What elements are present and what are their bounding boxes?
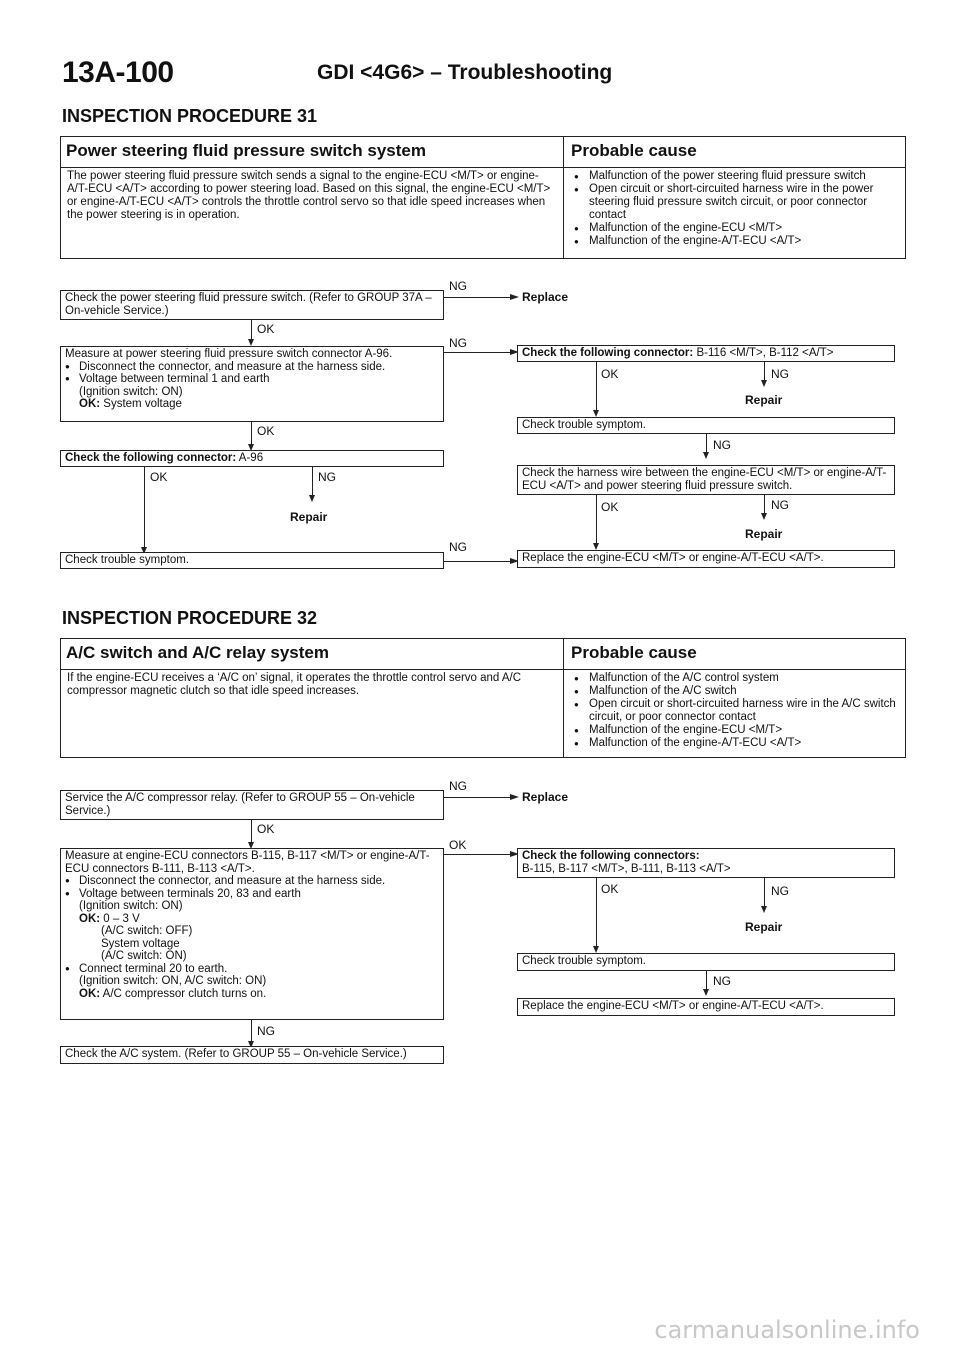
repair-action: Repair <box>745 527 783 541</box>
ng-label: NG <box>449 540 467 554</box>
step-text: Measure at power steering fluid pressure switch connector A-96. <box>65 348 393 360</box>
list-item: ● Malfunction of the power steering fluid pressure switch <box>571 170 901 183</box>
connector-id: A-96 <box>238 452 264 464</box>
step-bullet: ● Voltage between terminals 20, 83 and earth <box>65 888 439 901</box>
page-title: GDI <4G6> – Troubleshooting <box>317 61 613 84</box>
replace-ecu-box <box>517 550 895 568</box>
list-item: ● Malfunction of the A/C control system <box>571 672 901 685</box>
step-text: Measure at engine-ECU connectors B-115, B-117 <M/T> or engine-A/T-ECU connectors B-111, B-113 <A/T>. <box>65 850 430 875</box>
system-description: The power steering fluid pressure switch sends a signal to the engine-ECU <M/T> or engine-A/T-ECU <A/T> according to power steering load. Based on this signal, the engine-ECU <M/T> or engine-A/T-ECU <A/T> controls the throttle control servo so that idle speed increases when the power steering is in operation. <box>67 170 551 221</box>
list-item: ● Malfunction of the engine-A/T-ECU <A/T> <box>571 235 901 248</box>
ok-spec-label: OK: <box>79 987 101 1000</box>
step-label: Check the following connector: <box>522 347 694 359</box>
procedure-31-cause-table <box>60 136 906 259</box>
step-condition: (A/C switch: ON) <box>101 950 187 962</box>
probable-cause-heading: Probable cause <box>571 141 697 160</box>
repair-action: Repair <box>290 510 328 524</box>
ng-label: NG <box>771 884 789 898</box>
ng-label: NG <box>449 336 467 350</box>
ok-spec-value: 0 – 3 V <box>103 912 140 925</box>
procedure-32-cause-table <box>60 638 906 758</box>
ng-label: NG <box>713 974 731 988</box>
list-item: ● Malfunction of the engine-A/T-ECU <A/T> <box>571 737 901 750</box>
replace-action: Replace <box>522 290 569 304</box>
step-condition: (Ignition switch: ON) <box>79 385 183 398</box>
step-text: Check trouble symptom. <box>65 554 189 566</box>
ok-label: OK <box>257 322 275 336</box>
procedure-31-title: INSPECTION PROCEDURE 31 <box>62 106 318 126</box>
ok-label: OK <box>601 367 619 381</box>
step-text: Replace the engine-ECU <M/T> or engine-A/T-ECU <A/T>. <box>522 552 824 564</box>
ng-label: NG <box>449 779 467 793</box>
step-label: Check the following connector: <box>65 452 237 464</box>
check-ac-system-box <box>60 1046 444 1064</box>
ok-spec-value: System voltage <box>103 398 182 410</box>
step-text: Check the power steering fluid pressure switch. (Refer to GROUP 37A – On-vehicle Service.) <box>65 292 432 317</box>
check-connector-b116-box <box>517 345 895 362</box>
ng-label: NG <box>771 367 789 381</box>
ok-spec-label: OK: <box>79 912 101 925</box>
step-text: Check the A/C system. (Refer to GROUP 55 – On-vehicle Service.) <box>65 1048 407 1060</box>
ng-label: NG <box>713 438 731 452</box>
step-label: Check the following connectors: <box>522 850 700 862</box>
list-item: ● Open circuit or short-circuited harness wire in the power steering fluid pressure switch circuit, or poor connector contact <box>571 183 901 222</box>
connector-id: B-115, B-117 <M/T>, B-111, B-113 <A/T> <box>522 862 731 875</box>
step-condition: (A/C switch: OFF) <box>101 925 193 937</box>
ng-label: NG <box>257 1024 275 1038</box>
step-text: Service the A/C compressor relay. (Refer to GROUP 55 – On-vehicle Service.) <box>65 792 415 817</box>
ng-label: NG <box>318 470 336 484</box>
probable-cause-list <box>571 170 901 248</box>
list-item: ● Malfunction of the engine-ECU <M/T> <box>571 222 901 235</box>
ok-label: OK <box>257 822 275 836</box>
measure-connector-a96-box <box>60 346 444 422</box>
step-text: Check trouble symptom. <box>522 955 646 967</box>
ok-label: OK <box>257 424 275 438</box>
step-text: Check trouble symptom. <box>522 419 646 431</box>
probable-cause-list <box>571 672 901 750</box>
watermark-text: carmanualsonline.info <box>654 1316 920 1344</box>
ng-label: NG <box>449 279 467 293</box>
step-bullet: ● Disconnect the connector, and measure at the harness side. <box>65 361 439 374</box>
step-text: Check the harness wire between the engine-ECU <M/T> or engine-A/T-ECU <A/T> and power steering fluid pressure switch. <box>522 467 887 492</box>
repair-action: Repair <box>745 920 783 934</box>
probable-cause-heading: Probable cause <box>571 643 697 662</box>
measure-ecu-connectors-box <box>60 848 444 1020</box>
check-connector-a96-box <box>60 450 444 467</box>
ok-label: OK <box>601 500 619 514</box>
check-pressure-switch-box <box>60 290 444 320</box>
replace-ecu-box <box>517 998 895 1016</box>
list-item: ● Open circuit or short-circuited harness wire in the A/C switch circuit, or poor connector contact <box>571 698 901 724</box>
ng-label: NG <box>771 498 789 512</box>
ok-label: OK <box>601 882 619 896</box>
step-text: Replace the engine-ECU <M/T> or engine-A/T-ECU <A/T>. <box>522 1000 824 1012</box>
list-item: ● Malfunction of the A/C switch <box>571 685 901 698</box>
system-name: A/C switch and A/C relay system <box>66 643 329 662</box>
step-bullet: ● Connect terminal 20 to earth. <box>65 963 439 976</box>
replace-action: Replace <box>522 790 569 804</box>
ok-spec-value: System voltage <box>101 937 180 950</box>
check-harness-wire-box <box>517 465 895 495</box>
connector-id: B-116 <M/T>, B-112 <A/T> <box>696 347 834 359</box>
check-trouble-symptom-box <box>517 417 895 434</box>
step-bullet: ● Voltage between terminal 1 and earth <box>65 373 439 386</box>
check-connectors-b115-box <box>517 848 895 878</box>
procedure-32-title: INSPECTION PROCEDURE 32 <box>62 608 318 628</box>
ok-label: OK <box>449 838 467 852</box>
ok-spec-label: OK: <box>79 398 101 410</box>
step-condition: (Ignition switch: ON, A/C switch: ON) <box>79 975 267 987</box>
check-trouble-symptom-box <box>517 953 895 971</box>
check-trouble-symptom-box <box>60 552 444 569</box>
step-bullet: ● Disconnect the connector, and measure at the harness side. <box>65 875 439 888</box>
ok-spec-value: A/C compressor clutch turns on. <box>102 987 267 1000</box>
step-condition: (Ignition switch: ON) <box>79 900 183 912</box>
repair-action: Repair <box>745 393 783 407</box>
page-number: 13A-100 <box>62 56 174 89</box>
list-item: ● Malfunction of the engine-ECU <M/T> <box>571 724 901 737</box>
service-ac-relay-box <box>60 790 444 820</box>
system-description: If the engine-ECU receives a ‘A/C on’ signal, it operates the throttle control servo and A/C compressor magnetic clutch so that idle speed increases. <box>67 672 522 697</box>
system-name: Power steering fluid pressure switch system <box>66 141 426 160</box>
ok-label: OK <box>150 470 168 484</box>
